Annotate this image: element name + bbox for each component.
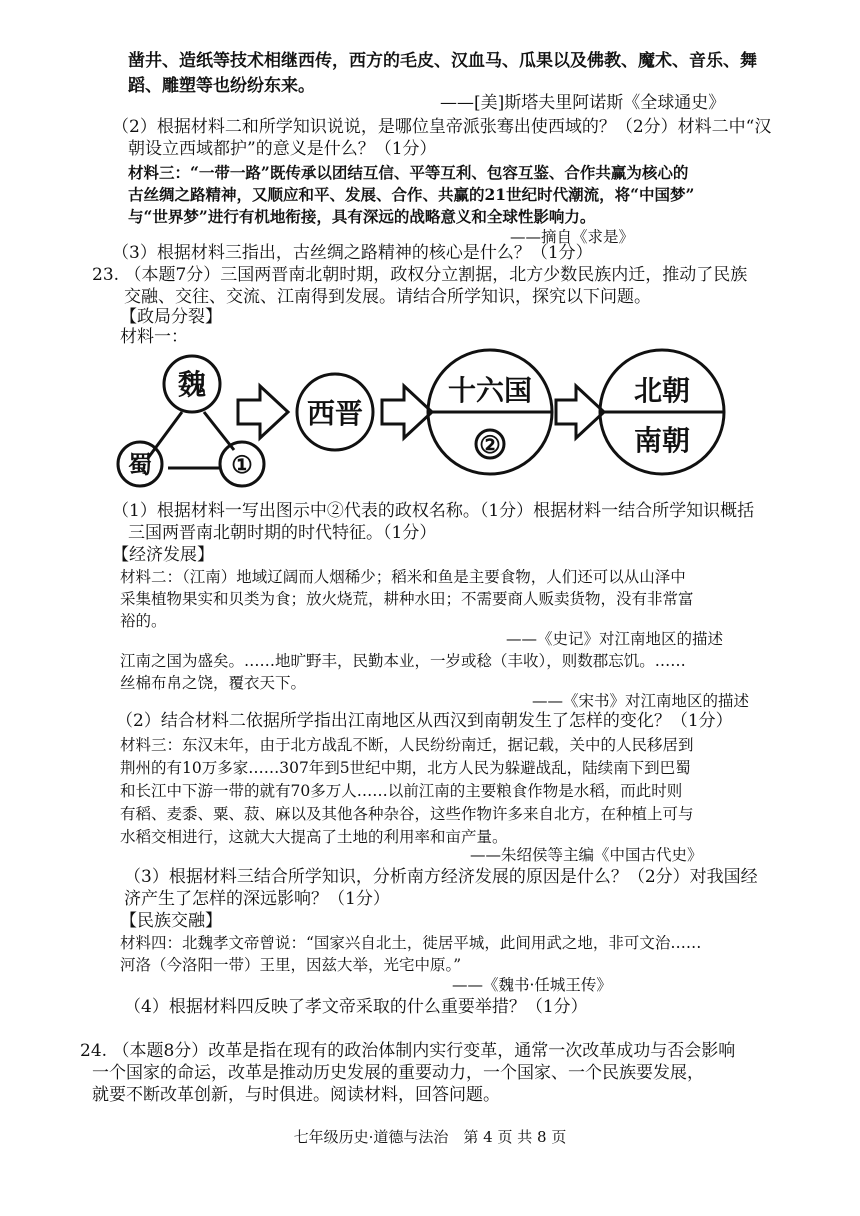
material-text: 河洛（今洛阳一带）王里，因兹大举，光宅中原。” <box>120 956 462 974</box>
source-citation: ——[美]斯塔夫里阿诺斯《全球通史》 <box>440 93 726 113</box>
material-label: 材料一： <box>120 327 188 347</box>
question-text: 济产生了怎样的深远影响？（1分） <box>124 889 390 909</box>
source-citation: ——摘自《求是》 <box>510 228 635 246</box>
page-footer: 七年级历史·道德与法治 第 4 页 共 8 页 <box>293 1128 567 1146</box>
question-text: 三国两晋南北朝时期的时代特征。（1分） <box>128 523 437 543</box>
material-text: 凿井、造纸等技术相继西传，西方的毛皮、汉血马、瓜果以及佛教、魔术、音乐、舞 <box>128 51 757 71</box>
material-text: 与“世界梦”进行有机地衔接，具有深远的战略意义和全球性影响力。 <box>128 207 596 226</box>
material-text: 荆州的有10万多家……307年到5世纪中期，北方人民为躲避战乱，陆续南下到巴蜀 <box>120 759 691 777</box>
question-text: （1）根据材料一写出图示中②代表的政权名称。（1分）根据材料一结合所学知识概括 <box>112 501 755 521</box>
material-text: 和长江中下游一带的就有70多万人……以前江南的主要粮食作物是水稻，而此时则 <box>120 782 683 800</box>
section-label: 【经济发展】 <box>112 545 214 565</box>
question-heading: 交融、交往、交流、江南得到发展。请结合所学知识，探究以下问题。 <box>124 287 651 307</box>
source-citation: ——朱绍侯等主编《中国古代史》 <box>470 846 703 864</box>
diagram-label: ② <box>479 430 501 459</box>
material-text: 蹈、雕塑等也纷纷东来。 <box>128 76 315 96</box>
source-citation: ——《魏书·任城王传》 <box>452 976 612 994</box>
question-heading: 24. （本题8分）改革是指在现有的政治体制内实行变革，通常一次改革成功与否会影响 <box>80 1041 736 1061</box>
question-text: （2）结合材料二依据所学指出江南地区从西汉到南朝发生了怎样的变化？（1分） <box>116 711 733 731</box>
diagram-label: 蜀 <box>128 450 152 479</box>
material-text: 裕的。 <box>120 612 167 630</box>
question-heading: 就要不断改革创新，与时俱进。阅读材料，回答问题。 <box>92 1085 500 1105</box>
source-citation: ——《史记》对江南地区的描述 <box>506 630 724 648</box>
material-text: 材料四：北魏孝文帝曾说：“国家兴自北土，徙居平城，此间用武之地，非可文治…… <box>120 934 702 952</box>
section-label: 【政局分裂】 <box>120 307 222 327</box>
diagram-label: 南朝 <box>633 424 691 457</box>
diagram-label: 西晋 <box>306 397 364 430</box>
question-heading: 一个国家的命运，改革是推动历史发展的重要动力，一个国家、一个民族要发展， <box>92 1063 704 1083</box>
diagram-label: 魏 <box>177 368 207 401</box>
material-text: 古丝绸之路精神，又顺应和平、发展、合作、共赢的21世纪时代潮流，将“中国梦” <box>128 185 695 204</box>
question-text: 朝设立西域都护”的意义是什么？（1分） <box>128 139 437 159</box>
material-text: 材料三：东汉末年，由于北方战乱不断，人民纷纷南迁，据记载，关中的人民移居到 <box>120 736 694 754</box>
material-text: 采集植物果实和贝类为食；放火烧荒，耕种水田；不需要商人贩卖货物，没有非常富 <box>120 590 694 608</box>
question-text: （2）根据材料二和所学知识说说，是哪位皇帝派张骞出使西域的？（2分）材料二中“汉 <box>112 117 772 137</box>
material-text: 江南之国为盛矣。……地旷野丰，民勤本业，一岁或稔（丰收），则数郡忘饥。…… <box>120 652 686 670</box>
material-text: 丝棉布帛之饶，覆衣天下。 <box>120 674 307 692</box>
diagram-label: ① <box>231 450 253 479</box>
diagram-label: 十六国 <box>447 374 533 407</box>
arrow-right-icon <box>556 386 604 438</box>
material-text: 水稻交相进行，这就大大提高了土地的利用率和亩产量。 <box>120 828 508 846</box>
question-text: （3）根据材料三结合所学知识，分析南方经济发展的原因是什么？（2分）对我国经 <box>124 867 758 887</box>
arrow-right-icon <box>238 386 288 438</box>
regime-diagram <box>110 340 750 500</box>
diagram-label: 北朝 <box>633 374 691 407</box>
material-text: 有稻、麦黍、粟、菽、麻以及其他各种杂谷，这些作物许多来自北方，在种植上可与 <box>120 805 694 823</box>
arrow-right-icon <box>382 386 432 438</box>
section-label: 【民族交融】 <box>120 911 222 931</box>
source-citation: ——《宋书》对江南地区的描述 <box>532 692 750 710</box>
material-text: 材料三：“一带一路”既传承以团结互信、平等互利、包容互鉴、合作共赢为核心的 <box>128 163 689 182</box>
question-heading: 23. （本题7分）三国两晋南北朝时期，政权分立割据，北方少数民族内迁，推动了民族 <box>92 265 748 285</box>
question-text: （4）根据材料四反映了孝文帝采取的什么重要举措？（1分） <box>124 997 588 1017</box>
question-text: （3）根据材料三指出，古丝绸之路精神的核心是什么？（1分） <box>112 243 593 263</box>
material-text: 材料二：（江南）地域辽阔而人烟稀少；稻米和鱼是主要食物，人们还可以从山泽中 <box>120 568 686 586</box>
